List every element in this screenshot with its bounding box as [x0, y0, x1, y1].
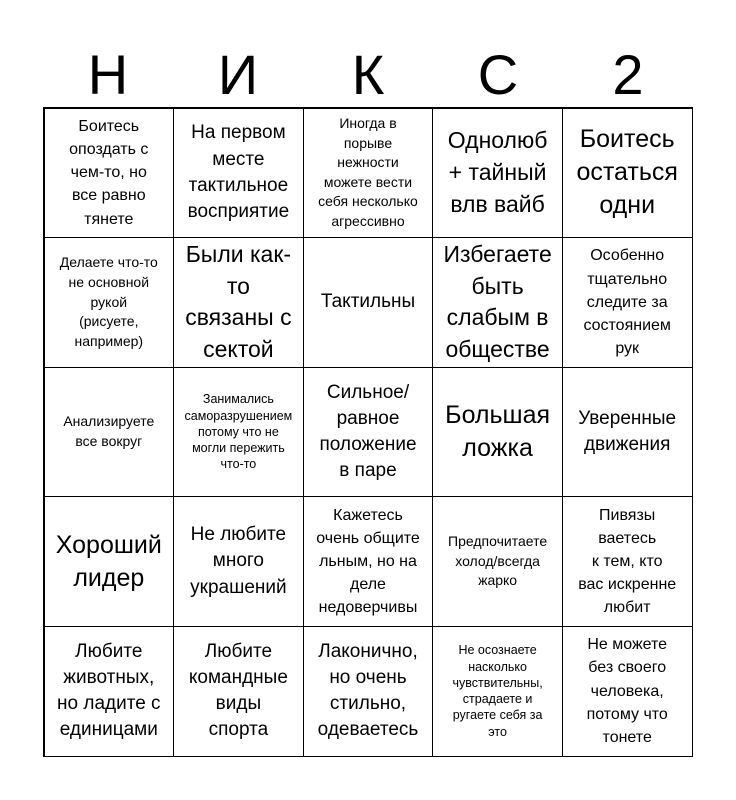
bingo-cell-r4c5[interactable]: Пивязы ваетесь к тем, кто вас искренне любит [562, 496, 693, 627]
bingo-cell-r4c1[interactable]: Хороший лидер [44, 496, 175, 627]
title-letter-3: К [351, 43, 385, 106]
bingo-cell-r3c2[interactable]: Занимались саморазрушением потому что не могли пережить что-то [173, 367, 304, 498]
bingo-cell-r2c4[interactable]: Избегаете быть слабым в обществе [432, 237, 563, 368]
bingo-cell-r5c2[interactable]: Любите командные виды спорта [173, 626, 304, 757]
bingo-cell-r2c3[interactable]: Тактильны [303, 237, 434, 368]
title-letter-1: Н [87, 43, 129, 106]
bingo-cell-r1c2[interactable]: На первом месте тактильное восприятие [173, 108, 304, 239]
title-letter-5: 2 [612, 43, 644, 106]
bingo-cell-r5c3[interactable]: Лаконично, но очень стильно, одеваетесь [303, 626, 434, 757]
bingo-title [43, 40, 693, 110]
bingo-cell-r4c4[interactable]: Предпочитаете холод/всегда жарко [432, 496, 563, 627]
bingo-cell-r3c5[interactable]: Уверенные движения [562, 367, 693, 498]
bingo-cell-r4c3[interactable]: Кажетесь очень общите льным, но на деле недоверчивы [303, 496, 434, 627]
bingo-cell-r1c4[interactable]: Однолюб + тайный влв вайб [432, 108, 563, 239]
bingo-cell-r2c1[interactable]: Делаете что-то не основной рукой (рисуете, например) [44, 237, 175, 368]
bingo-cell-r1c1[interactable]: Боитесь опоздать с чем-то, но все равно тянете [44, 108, 175, 239]
bingo-cell-r5c4[interactable]: Не осознаете насколько чувствительны, страдаете и ругаете себя за это [432, 626, 563, 757]
bingo-board [43, 107, 693, 757]
bingo-cell-r3c4[interactable]: Большая ложка [432, 367, 563, 498]
bingo-cell-r1c5[interactable]: Боитесь остаться одни [562, 108, 693, 239]
bingo-cell-r4c2[interactable]: Не любите много украшений [173, 496, 304, 627]
bingo-cell-r2c5[interactable]: Особенно тщательно следите за состоянием рук [562, 237, 693, 368]
title-letter-4: С [477, 43, 519, 106]
bingo-cell-r5c5[interactable]: Не можете без своего человека, потому что тонете [562, 626, 693, 757]
bingo-cell-r2c2[interactable]: Были как- то связаны с сектой [173, 237, 304, 368]
title-letter-2: И [217, 43, 259, 106]
bingo-cell-r3c3[interactable]: Сильное/ равное положение в паре [303, 367, 434, 498]
bingo-cell-r1c3[interactable]: Иногда в порыве нежности можете вести себя несколько агрессивно [303, 108, 434, 239]
bingo-cell-r5c1[interactable]: Любите животных, но ладите с единицами [44, 626, 175, 757]
bingo-cell-r3c1[interactable]: Анализируете все вокруг [44, 367, 175, 498]
